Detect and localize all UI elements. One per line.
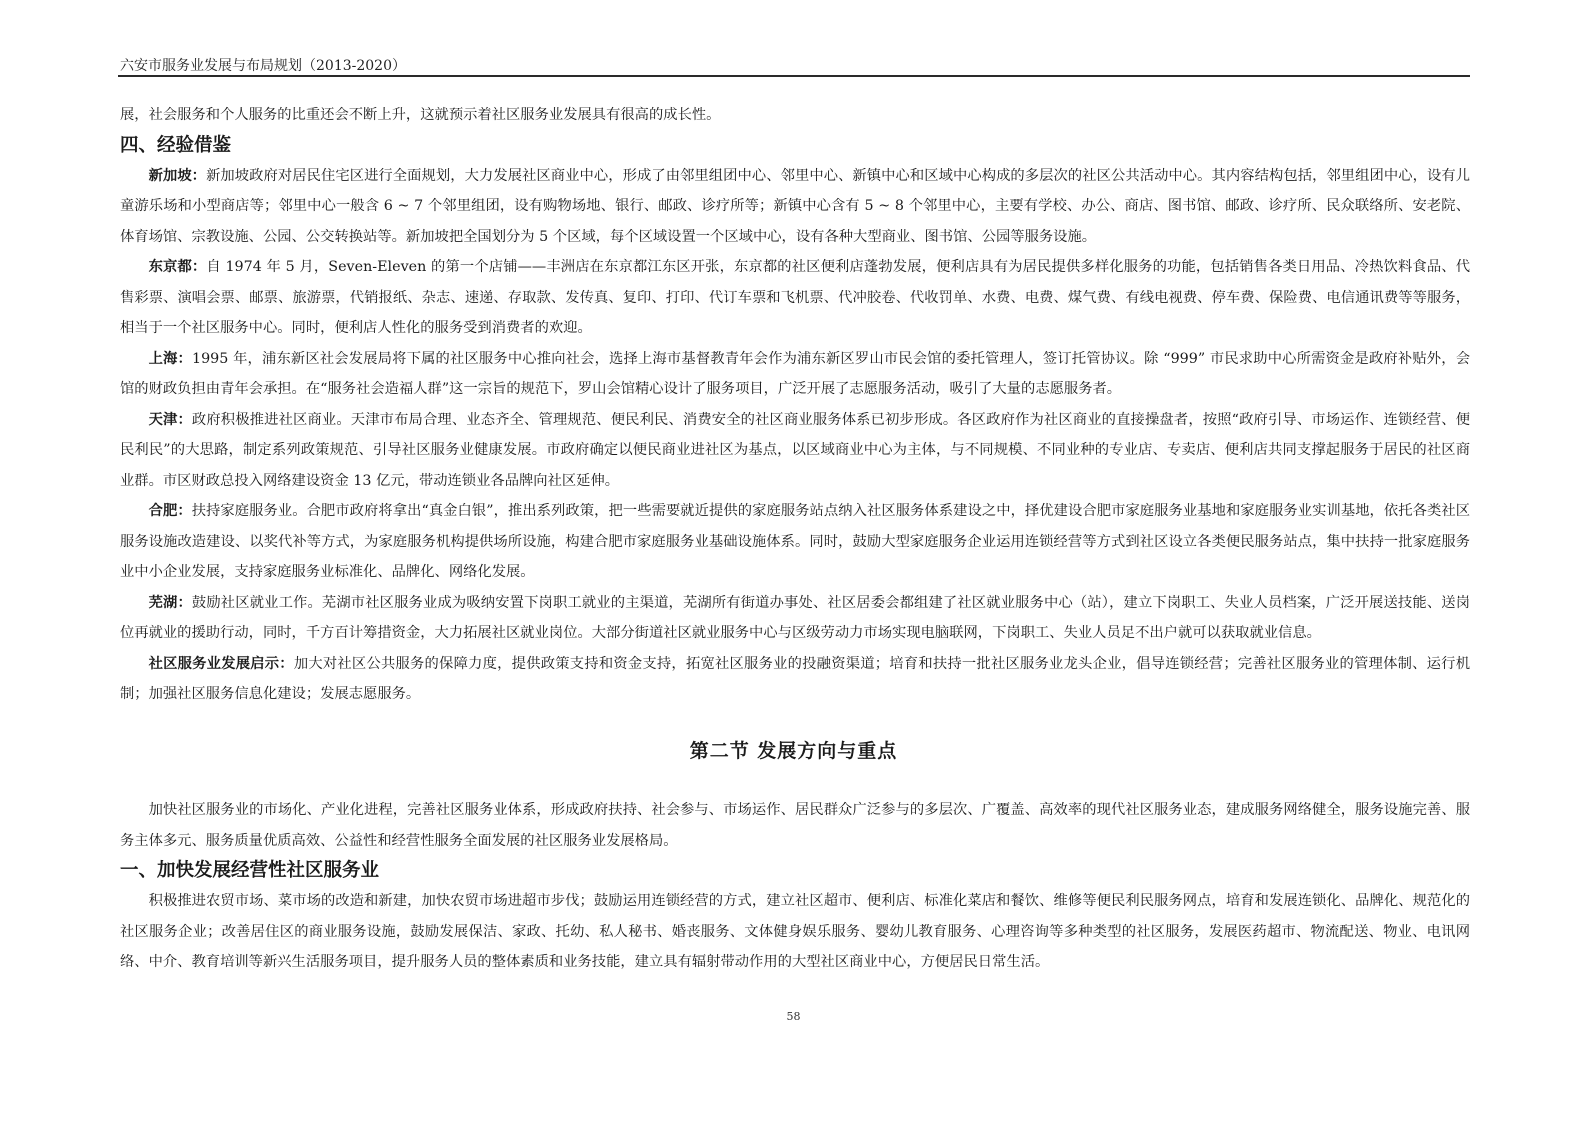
text-wuhu: 鼓励社区就业工作。芜湖市社区服务业成为吸纳安置下岗职工就业的主渠道，芜湖所有街道办事处、社区居委会都组建了社区就业服务中心（站），建立下岗职工、失业人员档案，广泛开展送技能、送岗位再就业的援助行动，同时，千方百计筹措资金，大力拓展社区就业岗位。大部分街道社区就业服务中心与区级劳动力市场实现电脑联网，下岗职工、失业人员足不出户就可以获取就业信息。 [120, 594, 1470, 641]
paragraph-singapore [120, 161, 1470, 253]
text-singapore: 新加坡政府对居民住宅区进行全面规划，大力发展社区商业中心，形成了由邻里组团中心、邻里中心、新镇中心和区域中心构成的多层次的社区公共活动中心。其内容结构包括，邻里组团中心，设有儿童游乐场和小型商店等；邻里中心一般含 6 ~ 7 个邻里组团，设有购物场地、银行、邮政、诊疗所等；新镇中心含有 5 ~ 8 个邻里中心，主要有学校、办公、商店、图书馆、邮政、诊疗所、民众联络所、安老院、体育场馆、宗教设施、公园、公交转换站等。新加坡把全国划分为 5 个区域，每个区域设置一个区域中心，设有各种大型商业、图书馆、公园等服务设施。 [120, 167, 1471, 245]
label-shanghai: 上海： [148, 350, 192, 367]
paragraph-tokyo [120, 252, 1470, 344]
label-hefei: 合肥： [148, 503, 192, 519]
label-singapore: 新加坡： [148, 167, 207, 184]
paragraph-insights [120, 649, 1470, 710]
paragraph-hefei [120, 496, 1470, 588]
paragraph-shanghai [120, 344, 1470, 405]
label-tianjin: 天津： [148, 411, 192, 428]
paragraph-wuhu [120, 588, 1470, 649]
label-tokyo: 东京都： [148, 259, 207, 275]
intro-paragraph: 展，社会服务和个人服务的比重还会不断上升，这就预示着社区服务业发展具有很高的成长性。 [120, 107, 721, 123]
text-block-1 [120, 100, 1470, 710]
text-shanghai: 1995 年，浦东新区社会发展局将下属的社区服务中心推向社会，选择上海市基督教青年会作为浦东新区罗山市民会馆的委托管理人，签订托管协议。除 “999” 市民求助中心所需资金是政府补贴外，会馆的财政负担由青年会承担。在“服务社会造福人群”这一宗旨的规范下，罗山会馆精心设计了服务项目，广泛开展了志愿服务活动，吸引了大量的志愿服务者。 [120, 350, 1471, 397]
heading-commercial-services: 一、加快发展经营性社区服务业 [120, 860, 380, 881]
section-title: 第二节 发展方向与重点 [689, 740, 898, 762]
text-hefei: 扶持家庭服务业。合肥市政府将拿出“真金白银”，推出系列政策，把一些需要就近提供的家庭服务站点纳入社区服务体系建设之中，择优建设合肥市家庭服务业基地和家庭服务业实训基地，依托各类社区服务设施改造建设、以奖代补等方式，为家庭服务机构提供场所设施，构建合肥市家庭服务业基础设施体系。同时，鼓励大型家庭服务企业运用连锁经营等方式到社区设立各类便民服务站点，集中扶持一批家庭服务业中小企业发展，支持家庭服务业标准化、品牌化、网络化发展。 [120, 503, 1471, 580]
label-insights: 社区服务业发展启示： [148, 655, 294, 672]
header-rule [118, 75, 1470, 77]
heading-experience: 四、经验借鉴 [120, 134, 232, 156]
section-intro-paragraph: 加快社区服务业的市场化、产业化进程，完善社区服务业体系，形成政府扶持、社会参与、市场运作、居民群众广泛参与的多层次、广覆盖、高效率的现代社区服务业态，建成服务网络健全，服务设施完善、服务主体多元、服务质量优质高效、公益性和经营性服务全面发展的社区服务业发展格局。 [120, 802, 1470, 849]
text-tianjin: 政府积极推进社区商业。天津市布局合理、业态齐全、管理规范、便民利民、消费安全的社区商业服务体系已初步形成。各区政府作为社区商业的直接操盘者，按照“政府引导、市场运作、连锁经营、便民利民”的大思路，制定系列政策规范、引导社区服务业健康发展。市政府确定以便民商业进社区为基点，以区域商业中心为主体，与不同规模、不同业种的专业店、专卖店、便利店共同支撑起服务于居民的社区商业群。市区财政总投入网络建设资金 13 亿元，带动连锁业各品牌向社区延伸。 [120, 411, 1470, 489]
running-header: 六安市服务业发展与布局规划（2013-2020） [120, 58, 406, 74]
text-insights: 加大对社区公共服务的保障力度，提供政策支持和资金支持，拓宽社区服务业的投融资渠道；培育和扶持一批社区服务业龙头企业，倡导连锁经营；完善社区服务业的管理体制、运行机制；加强社区服务信息化建设；发展志愿服务。 [120, 655, 1470, 702]
commercial-services-paragraph: 积极推进农贸市场、菜市场的改造和新建，加快农贸市场进超市步伐；鼓励运用连锁经营的方式，建立社区超市、便利店、标准化菜店和餐饮、维修等便民利民服务网点，培育和发展连锁化、品牌化、规范化的社区服务企业；改善居住区的商业服务设施，鼓励发展保洁、家政、托幼、私人秘书、婚丧服务、文体健身娱乐服务、婴幼儿教育服务、心理咨询等多种类型的社区服务，发展医药超市、物流配送、物业、电讯网络、中介、教育培训等新兴生活服务项目，提升服务人员的整体素质和业务技能，建立具有辐射带动作用的大型社区商业中心，方便居民日常生活。 [120, 893, 1470, 970]
paragraph-tianjin [120, 405, 1470, 497]
page-number: 58 [786, 1010, 801, 1023]
label-wuhu: 芜湖： [148, 594, 192, 611]
text-block-2 [120, 795, 1470, 978]
text-tokyo: 自 1974 年 5 月，Seven-Eleven 的第一个店铺——丰洲店在东京都江东区开张，东京都的社区便利店蓬勃发展，便利店具有为居民提供多样化服务的功能，包括销售各类日用品、冷热饮料食品、代售彩票、演唱会票、邮票、旅游票，代销报纸、杂志、速递、存取款、发传真、复印、打印、代订车票和飞机票、代冲胶卷、代收罚单、水费、电费、煤气费、有线电视费、停车费、保险费、电信通讯费等等服务，相当于一个社区服务中心。同时，便利店人性化的服务受到消费者的欢迎。 [120, 259, 1471, 336]
